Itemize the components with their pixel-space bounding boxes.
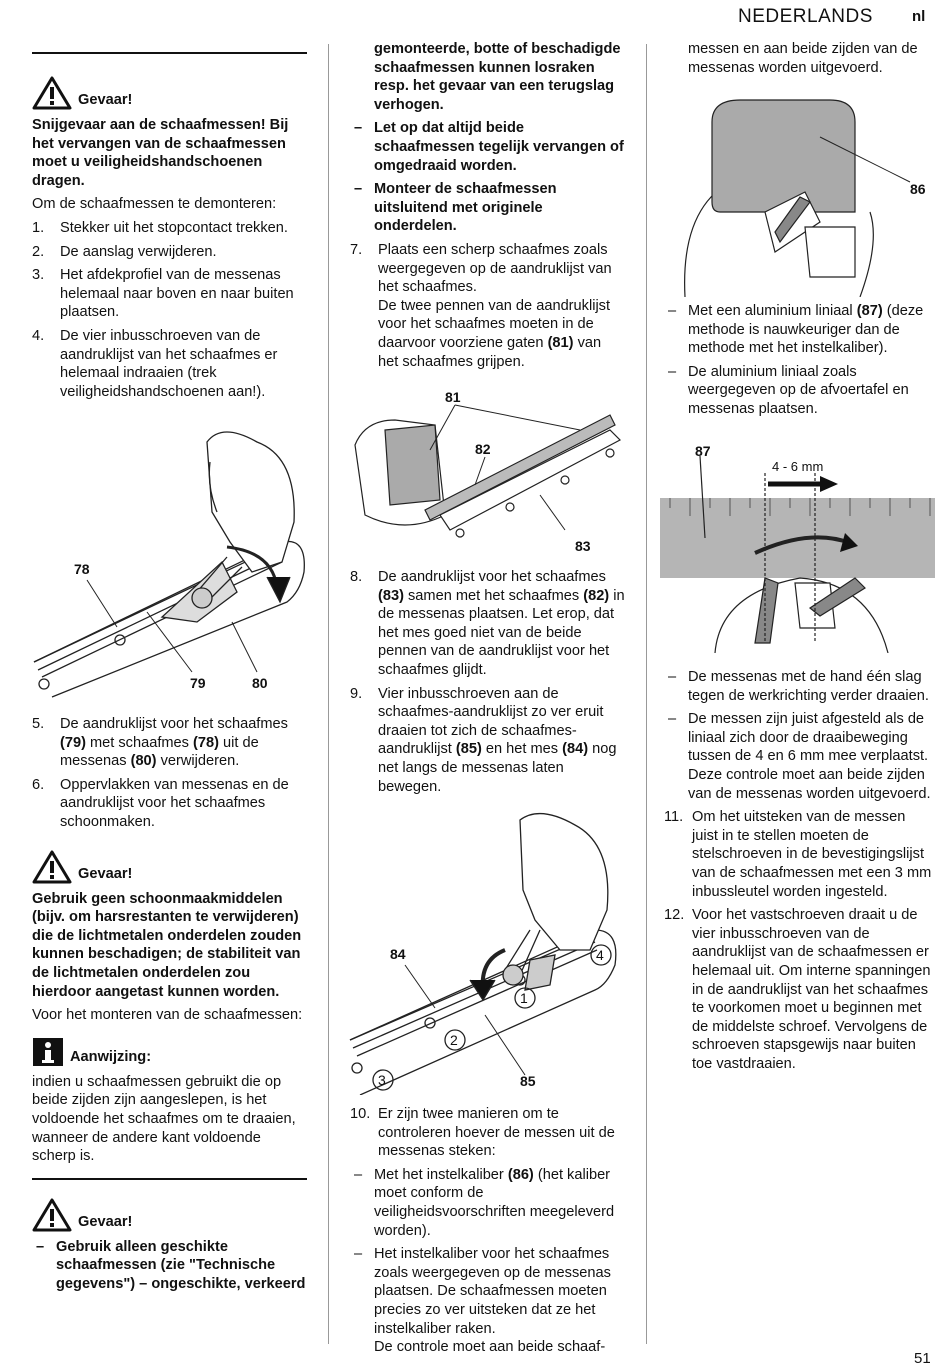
figure-label: 79 (190, 675, 206, 691)
column-divider (646, 44, 647, 1344)
figure-label: 85 (520, 1073, 536, 1089)
measurement-range-label: 4 - 6 mm (772, 459, 824, 474)
page-header-language: NEDERLANDS (738, 6, 873, 27)
figure-label: 2 (450, 1032, 458, 1048)
note-text: indien u schaafmessen gebruikt die op beide zijden zijn aangeslepen, is het voldoende het schaafmes om te draaien, wanneer de andere kant voldoende scherp is. (32, 1073, 296, 1165)
column-1-lower (32, 715, 307, 1298)
list-item: 2. De aanslag verwijderen. (32, 243, 217, 260)
list-item: 5. De aandruklijst voor het schaafmes (79) met schaafmes (78) uit de messenas (80) verwijderen. (32, 716, 288, 770)
column-1 (32, 52, 307, 406)
column-3-mid (664, 302, 934, 424)
list-item: 10. Er zijn twee manieren om te controleren hoever de messen uit de messenas steken: (350, 1106, 615, 1160)
figure-label: 86 (910, 181, 926, 197)
figure-label: 78 (74, 561, 90, 577)
column-divider (328, 44, 329, 1344)
list-item: 8. De aandruklijst voor het schaafmes (83) samen met het schaafmes (82) in de messenas plaatsen. Let erop, dat het mes goed niet van de beide pennen van de aandruklijst voor het schaafmes glijdt. (350, 569, 625, 678)
list-item: 3. Het afdekprofiel van de messenas helemaal naar boven en naar buiten plaatsen. (32, 267, 294, 321)
list-item: – Met het instelkaliber (86) (het kaliber moet conform de veiligheidsvoorschriften meegeleverd worden). (350, 1166, 625, 1240)
info-icon (32, 1037, 64, 1067)
danger-title: Gevaar! (78, 92, 133, 109)
figure-label: 87 (695, 443, 711, 459)
list-item: – De messen zijn juist afgesteld als de liniaal zich door de draaibeweging tussen de 4 en 6 mm mee verplaatst. Deze controle moet aan beide zijden van de messenas worden uitgevoerd. (664, 710, 934, 803)
note-title: Aanwijzing: (70, 1049, 152, 1066)
list-item: – Het instelkaliber voor het schaafmes zoals weergegeven op de messenas plaatsen. De schaafmessen moeten precies zo ver uitsteken dat ze het instelkaliber raken. De controle moet aan beide schaaf- (350, 1245, 625, 1357)
column-2-lower (350, 1105, 625, 1362)
knife-installation-illustration (345, 790, 630, 1095)
column-2-mid (350, 568, 625, 801)
list-item: 11. Om het uitsteken van de messen juist in te stellen moeten de stelschroeven in de bevestigingslijst van de schaafmessen met een 3 mm inbussleutel worden ingesteld. (664, 809, 932, 900)
danger-title: Gevaar! (78, 1214, 133, 1231)
knife-placement-illustration (345, 385, 630, 555)
leader-lines (32, 412, 312, 702)
danger-title: Gevaar! (78, 865, 133, 882)
figure-label: 82 (475, 441, 491, 457)
list-item: – De aluminium liniaal zoals weergegeven op de afvoertafel en messenas plaatsen. (664, 363, 934, 419)
list-item: 9. Vier inbusschroeven aan de schaafmes-aandruklijst zo ver eruit draaien tot zich de schaafmes-aandruklijst (85) en het mes (84) nog net langs de messenas laten bewegen. (350, 685, 617, 795)
list-item: 1. Stekker uit het stopcontact trekken. (32, 219, 288, 236)
paragraph: Om de schaafmessen te demonteren: (32, 196, 277, 213)
list-item: 4. De vier inbusschroeven van de aandruklijst van het schaafmes er helemaal indraaien (trek veiligheidshandschoenen aan!). (32, 327, 278, 400)
figure-knife-placement (345, 385, 630, 555)
paragraph: messen en aan beide zijden van de messenas worden uitgevoerd. (688, 41, 918, 76)
figure-setting-gauge (680, 92, 935, 297)
figure-label: 84 (390, 946, 406, 962)
figure-aluminium-ruler (660, 438, 935, 653)
figure-knife-installation (345, 790, 630, 1095)
danger-bullet: – Let op dat altijd beide schaafmessen tegelijk vervangen of omgedraaid worden. (350, 119, 625, 175)
section-rule (32, 52, 307, 54)
page-number: 51 (914, 1350, 931, 1367)
danger-heading (32, 1198, 307, 1232)
column-2 (350, 40, 625, 376)
paragraph: Voor het monteren van de schaafmessen: (32, 1007, 303, 1024)
setting-gauge-illustration (680, 92, 935, 297)
figure-knife-removal (32, 412, 312, 702)
warning-triangle-icon (32, 1198, 72, 1232)
warning-triangle-icon (32, 850, 72, 884)
page-header-lang-code: nl (912, 8, 926, 25)
figure-label: 3 (378, 1072, 386, 1088)
danger-bullet: – Monteer de schaafmessen uitsluitend met originele onderdelen. (350, 180, 625, 236)
figure-label: 80 (252, 675, 268, 691)
list-item: – Met een aluminium liniaal (87) (deze methode is nauwkeuriger dan de methode met het instelkaliber). (664, 302, 934, 358)
danger-bullet: – Gebruik alleen geschikte schaafmessen (zie "Technische gegevens") – ongeschikte, verkeerd (32, 1238, 307, 1294)
figure-label: 4 (596, 947, 604, 963)
list-item: – De messenas met de hand één slag tegen de werkrichting verder draaien. (664, 668, 934, 705)
list-item: 6. Oppervlakken van messenas en de aandruklijst voor het schaafmes schoonmaken. (32, 776, 289, 830)
danger-text: Snijgevaar aan de schaafmessen! Bij het vervangen van de schaafmessen moet u veiligheidshandschoenen dragen. (32, 117, 289, 189)
section-rule (32, 1178, 307, 1180)
note-heading (32, 1037, 307, 1067)
danger-heading (32, 76, 307, 110)
figure-label: 1 (520, 990, 528, 1006)
danger-heading (32, 850, 307, 884)
list-item: 12. Voor het vastschroeven draait u de vier inbusschroeven van de aandruklijst van de schaafmessen er helemaal uit. Om interne spanningen in de aandruklijst van het schaafmes te voorkomen moet u beginnen met de middelste schroef. Vervolgens de schroeven stapsgewijs naar buiten toe vastdraaien. (664, 907, 931, 1072)
column-3-lower (664, 668, 934, 1078)
column-3 (664, 40, 934, 82)
figure-label: 81 (445, 389, 461, 405)
figure-label: 83 (575, 538, 591, 554)
danger-text: gemonteerde, botte of beschadigde schaafmessen kunnen losraken resp. het gevaar van een terugslag verhogen. (374, 41, 621, 113)
warning-triangle-icon (32, 76, 72, 110)
danger-text: Gebruik geen schoonmaakmiddelen (bijv. om harsrestanten te verwijderen) die de lichtmetalen onderdelen zouden kunnen beschadigen; de stabiliteit van de lichtmetalen onderdelen zou hierdoor aangetast kunnen worden. (32, 890, 302, 1000)
list-item: 7. Plaats een scherp schaafmes zoals weergegeven op de aandruklijst van het schaafmes. De twee pennen van de aandruklijst voor het schaafmes moeten in de daarvoor voorziene gaten (81) van het schaafmes grijpen. (350, 241, 612, 370)
